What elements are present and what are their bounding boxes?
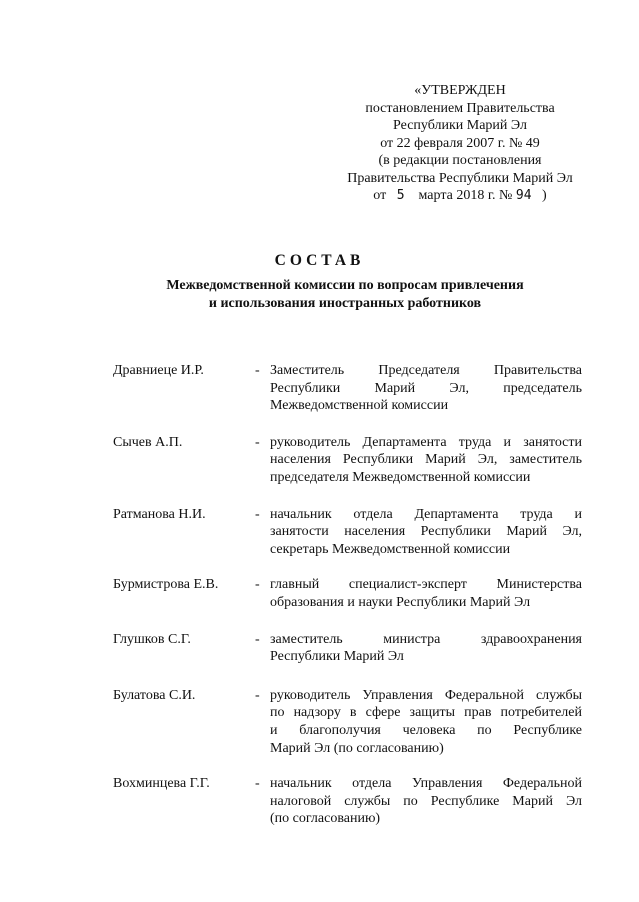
member-role-line: и благополучия человека по Республике <box>270 722 582 738</box>
member-role-line: образования и науки Республики Марий Эл <box>270 594 531 610</box>
member-role-line: секретарь Межведомственной комиссии <box>270 541 511 557</box>
member-name: Глушков С.Г. <box>113 631 191 647</box>
member-name: Булатова С.И. <box>113 687 196 703</box>
member-role-line: Заместитель Председателя Правительства <box>270 363 582 378</box>
approval-heading: «УТВЕРЖДЕН <box>414 83 506 98</box>
approval-amendment-date <box>330 187 590 205</box>
member-role-line: Марий Эл (по согласованию) <box>270 740 444 756</box>
approval-stamp <box>330 82 590 205</box>
member-role-line: руководитель Управления Федеральной службы <box>270 687 582 703</box>
document-subtitle <box>0 277 639 312</box>
member-role-line: занятости населения Республики Марий Эл, <box>270 524 582 540</box>
member-role <box>270 687 582 757</box>
approval-decree: постановлением Правительства <box>365 100 555 116</box>
member-dash: - <box>255 631 260 647</box>
member-row <box>113 576 583 611</box>
member-row <box>113 506 583 559</box>
member-name: Ратманова Н.И. <box>113 506 206 522</box>
member-dash: - <box>255 506 260 522</box>
member-name: Сычев А.П. <box>113 434 183 450</box>
approval-edition: (в редакции постановления <box>378 153 542 168</box>
member-role-line: начальник отдела Управления Федеральной <box>270 776 582 792</box>
member-role-line: налоговой службы по Республике Марий Эл <box>270 793 582 809</box>
member-dash: - <box>255 363 260 378</box>
amendment-suffix: ) <box>542 188 547 203</box>
approval-government: Правительства Республики Марий Эл <box>347 170 573 186</box>
amendment-day: 5 <box>396 188 405 203</box>
member-list <box>113 362 583 828</box>
approval-republic: Республики Марий Эл <box>393 118 527 133</box>
amendment-number: 94 <box>515 188 532 203</box>
member-dash: - <box>255 687 260 703</box>
member-role-line: Межведомственной комиссии <box>270 398 449 414</box>
member-row <box>113 775 583 828</box>
member-role <box>270 362 582 415</box>
member-role-line: Республики Марий Эл, председатель <box>270 380 582 396</box>
member-role-line: населения Республики Марий Эл, заместитель <box>270 452 582 468</box>
subtitle-line-1: Межведомственной комиссии по вопросам привлечения <box>166 278 524 293</box>
amendment-month-year: марта 2018 г. № <box>418 188 513 203</box>
subtitle-line-2: и использования иностранных работников <box>208 295 482 311</box>
member-dash: - <box>255 776 260 792</box>
member-role-line: заместитель министра здравоохранения <box>270 631 582 647</box>
member-dash: - <box>255 434 260 450</box>
member-name: Дравниеце И.Р. <box>113 363 204 378</box>
member-role <box>270 775 582 828</box>
member-row <box>113 687 583 757</box>
member-dash: - <box>255 577 260 593</box>
member-row <box>113 362 583 415</box>
member-role <box>270 576 582 611</box>
member-role-line: (по согласованию) <box>270 811 381 827</box>
member-row <box>113 434 583 487</box>
member-role-line: главный специалист-эксперт Министерства <box>270 577 582 593</box>
member-role-line: председателя Межведомственной комиссии <box>270 469 531 485</box>
member-role-line: начальник отдела Департамента труда и <box>270 506 582 522</box>
member-role <box>270 506 582 559</box>
member-role-line: руководитель Департамента труда и занятости <box>270 434 582 450</box>
member-name: Бурмистрова Е.В. <box>113 577 219 593</box>
member-role <box>270 434 582 487</box>
approval-date: от 22 февраля 2007 г. № 49 <box>380 135 540 151</box>
member-role-line: Республики Марий Эл <box>270 649 404 665</box>
document-title: СОСТАВ <box>274 252 365 269</box>
member-row <box>113 631 583 666</box>
member-role-line: по надзору в сфере защиты прав потребителей <box>270 705 582 721</box>
member-role <box>270 631 582 666</box>
member-name: Вохминцева Г.Г. <box>113 776 210 792</box>
amendment-prefix: от <box>373 188 387 203</box>
